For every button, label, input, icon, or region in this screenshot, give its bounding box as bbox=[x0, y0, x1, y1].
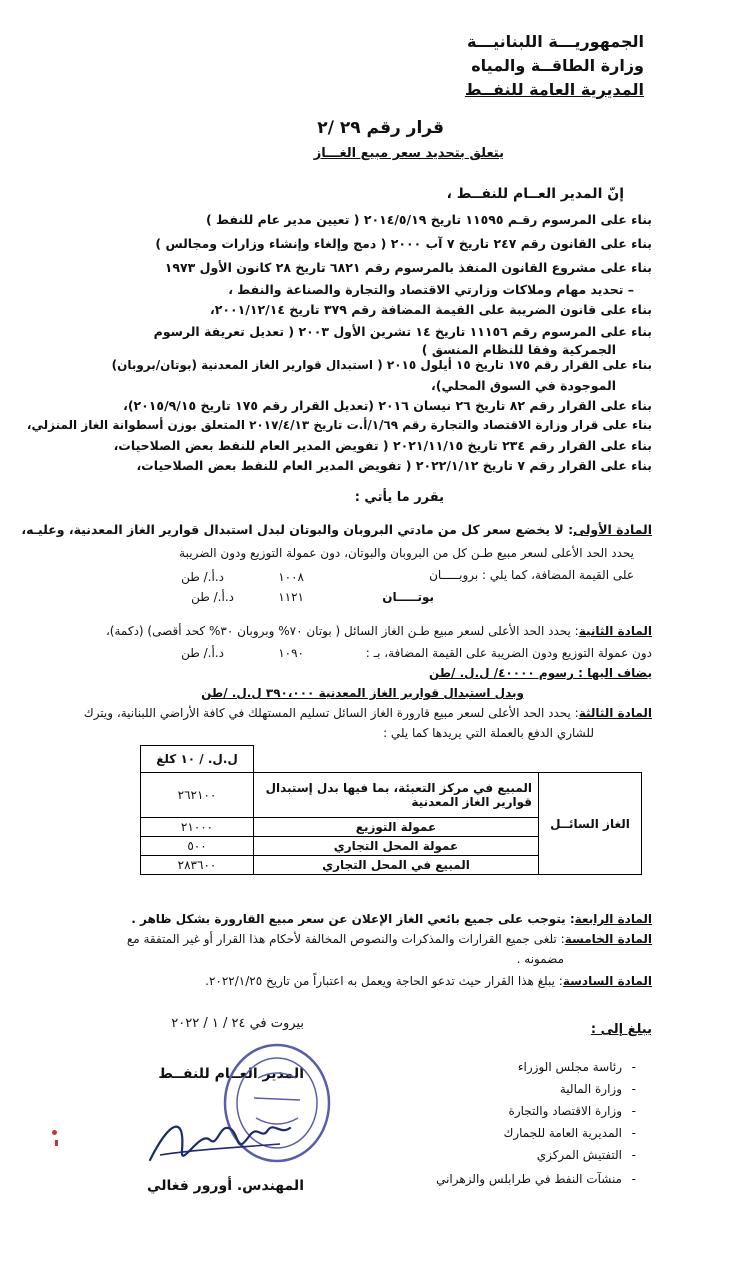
bullet-mark: - bbox=[631, 1172, 636, 1186]
article5-line2: مضمونه . bbox=[516, 952, 564, 966]
table-row-label: المبيع في مركز التعبئة، بما فيها بدل إستبدال قوارير الغاز المعدنية bbox=[254, 773, 539, 818]
article3-label: المادة الثالثة bbox=[578, 706, 652, 720]
recipient-item: المديرية العامة للجمارك bbox=[503, 1126, 622, 1140]
article1-line2: يحدد الحد الأعلى لسعر مبيع طـن كل من البروبان والبوتان، دون عمولة التوزيع ودون الضريبة bbox=[179, 546, 634, 560]
table-row-value: ٢٦٢١٠٠ bbox=[141, 773, 254, 818]
article6-label: المادة السادسة bbox=[562, 974, 652, 988]
preamble-intro: إنّ المدير العــام للنفــط ، bbox=[446, 186, 624, 202]
preamble-line: بناء على القرار رقم ٨٢ تاريخ ٢٦ نيسان ٢٠١٦ (تعديل القرار رقم ١٧٥ تاريخ ٢٠١٥/٩/١٥)، bbox=[123, 398, 652, 413]
recipients-title: يبلغ إلى : bbox=[590, 1022, 652, 1037]
bullet-mark: - bbox=[631, 1148, 636, 1162]
article2-line1: المادة الثانية: يحدد الحد الأعلى لسعر مبيع طـن الغاز السائل ( بوتان ٧٠% وبروبان ٣٠% كحد أقصى) (دكمة)، bbox=[105, 624, 652, 638]
article1-line3: على القيمة المضافة، كما يلي : بروبـــــان bbox=[429, 568, 634, 582]
preamble-line: بناء على القانون رقم ٢٤٧ تاريخ ٧ آب ٢٠٠٠ ( دمج وإلغاء وإنشاء وزارات ومجالس ) bbox=[155, 236, 652, 251]
propane-value: ١٠٠٨ bbox=[278, 570, 304, 584]
table-row-label: عمولة المحل التجاري bbox=[254, 837, 539, 856]
propane-unit: د.أ./ طن bbox=[181, 570, 224, 584]
table-row-value: ٢٨٣٦٠٠ bbox=[141, 856, 254, 875]
article2-value: ١٠٩٠ bbox=[278, 646, 304, 660]
preamble-line: بناء على القرار رقم ١٧٥ تاريخ ١٥ أيلول ٢٠١٥ ( استبدال قوارير الغاز المعدنية (بوتان/بروبان) bbox=[111, 358, 652, 372]
recipient-item: منشآت النفط في طرابلس والزهراني bbox=[436, 1172, 622, 1186]
article1-line1: المادة الأولى: لا يخضع سعر كل من مادتي البروبان والبوتان لبدل استبدال قوارير الغاز المعدنية، وعليـه، bbox=[21, 522, 652, 537]
article2-cylinder: وبدل استبدال قوارير الغاز المعدنية ٣٩٠،٠٠٠ ل.ل. /طن bbox=[201, 686, 524, 700]
butane-value: ١١٢١ bbox=[278, 590, 304, 604]
preamble-line: الجمركية وفقا للنظام المنسق ) bbox=[421, 342, 616, 357]
decision-subject: يتعلق بتحديد سعر مبيع الغـــاز bbox=[313, 146, 504, 161]
preamble-line: بناء على قرار وزارة الاقتصاد والتجارة رقم ١/٦٩/أ.ت تاريخ ٢٠١٧/٤/١٣ المتعلق بوزن أسطوانة الغاز المنزلي، bbox=[26, 418, 652, 432]
table-row-value: ٢١٠٠٠ bbox=[141, 818, 254, 837]
article2-label: المادة الثانية bbox=[578, 624, 652, 638]
bullet-mark: - bbox=[631, 1060, 636, 1074]
header-republic: الجمهوريـــة اللبنانيـــة bbox=[467, 32, 644, 51]
table-row-label: المبيع في المحل التجاري bbox=[254, 856, 539, 875]
header-ministry: وزارة الطاقــة والمياه bbox=[471, 56, 644, 75]
recipient-item: وزارة الاقتصاد والتجارة bbox=[508, 1104, 622, 1118]
issue-date: بيروت في ٢٤ / ١ / ٢٠٢٢ bbox=[171, 1016, 304, 1031]
article3-line1: المادة الثالثة: يحدد الحد الأعلى لسعر مبيع قارورة الغاز السائل تسليم المستهلك في كافة الأراضي اللبنانية، ويترك bbox=[83, 706, 652, 720]
recipient-item: التفتيش المركزي bbox=[536, 1148, 622, 1162]
article1-label: المادة الأولى bbox=[573, 522, 652, 537]
preamble-line: بناء على مشروع القانون المنفذ بالمرسوم رقم ٦٨٢١ تاريخ ٢٨ كانون الأول ١٩٧٣ bbox=[164, 260, 652, 275]
article2-unit: د.أ./ طن bbox=[181, 646, 224, 660]
preamble-line: – تحديد مهام وملاكات وزارتي الاقتصاد والتجارة والصناعة والنفط ، bbox=[228, 282, 634, 297]
article2-line2: دون عمولة التوزيع ودون الضريبة على القيمة المضافة، بـ : bbox=[365, 646, 652, 660]
table-header-unit: ل.ل. / ١٠ كلغ bbox=[141, 746, 254, 773]
article5: المادة الخامسة: تلغى جميع القرارات والمذكرات والنصوص المخالفة لأحكام هذا القرار أو غير المتفقة مع bbox=[126, 932, 652, 946]
article6: المادة السادسة: يبلغ هذا القرار حيث تدعو الحاجة ويعمل به اعتباراً من تاريخ ٢٠٢٢/١/٢٥. bbox=[205, 974, 652, 988]
table-row-value: ٥٠٠ bbox=[141, 837, 254, 856]
recipient-item: رئاسة مجلس الوزراء bbox=[517, 1060, 622, 1074]
article4-label: المادة الرابعة bbox=[574, 912, 652, 926]
butane-label: بوتـــــان bbox=[382, 590, 434, 604]
decision-number: قرار رقم ٢٩ /٢ bbox=[317, 118, 444, 138]
article5-label: المادة الخامسة bbox=[564, 932, 652, 946]
table-row bbox=[141, 773, 642, 818]
handwritten-signature-icon bbox=[140, 1100, 300, 1180]
recipient-item: وزارة المالية bbox=[559, 1082, 622, 1096]
bullet-mark: - bbox=[631, 1082, 636, 1096]
signatory-name: المهندس. أورور فغالي bbox=[147, 1178, 304, 1194]
table-header-row bbox=[141, 746, 642, 773]
margin-mark bbox=[55, 1140, 58, 1146]
preamble-line: بناء على المرسوم رقـم ١١٥٩٥ تاريخ ٢٠١٤/٥/١٩ ( تعيين مدير عام للنفط ) bbox=[205, 212, 652, 227]
preamble-line: بناء على قانون الضريبة على القيمة المضافة رقم ٣٧٩ تاريخ ٢٠٠١/١٢/١٤، bbox=[210, 302, 652, 317]
signature-title: المدير العــام للنفــط bbox=[158, 1066, 304, 1082]
table-product: الغاز السائــل bbox=[539, 773, 642, 875]
article3-line2: للشاري الدفع بالعملة التي يريدها كما يلي : bbox=[383, 726, 594, 740]
decides-heading: يقرر ما يأتي : bbox=[354, 490, 444, 505]
article2-add: يضاف اليها : رسوم ٤٠٠٠٠/ ل.ل. /طن bbox=[428, 666, 652, 680]
margin-mark bbox=[52, 1130, 57, 1135]
price-table bbox=[140, 745, 642, 875]
table-row-label: عمولة التوزيع bbox=[254, 818, 539, 837]
preamble-line: بناء على القرار رقم ٧ تاريخ ٢٠٢٢/١/١٢ ( تفويض المدير العام للنفط بعض الصلاحيات، bbox=[136, 458, 652, 473]
butane-unit: د.أ./ طن bbox=[191, 590, 234, 604]
article4: المادة الرابعة: يتوجب على جميع بائعي الغاز الإعلان عن سعر مبيع القارورة بشكل ظاهر . bbox=[131, 912, 652, 926]
bullet-mark: - bbox=[631, 1104, 636, 1118]
preamble-line: بناء على المرسوم رقم ١١١٥٦ تاريخ ١٤ تشرين الأول ٢٠٠٣ ( تعديل تعريفة الرسوم bbox=[153, 324, 652, 339]
preamble-line: بناء على القرار رقم ٢٣٤ تاريخ ٢٠٢١/١١/١٥ ( تفويض المدير العام للنفط بعض الصلاحيات، bbox=[113, 438, 652, 453]
bullet-mark: - bbox=[631, 1126, 636, 1140]
preamble-line: الموجودة في السوق المحلي)، bbox=[430, 378, 616, 393]
header-directorate: المديرية العامة للنفــط bbox=[464, 80, 644, 99]
